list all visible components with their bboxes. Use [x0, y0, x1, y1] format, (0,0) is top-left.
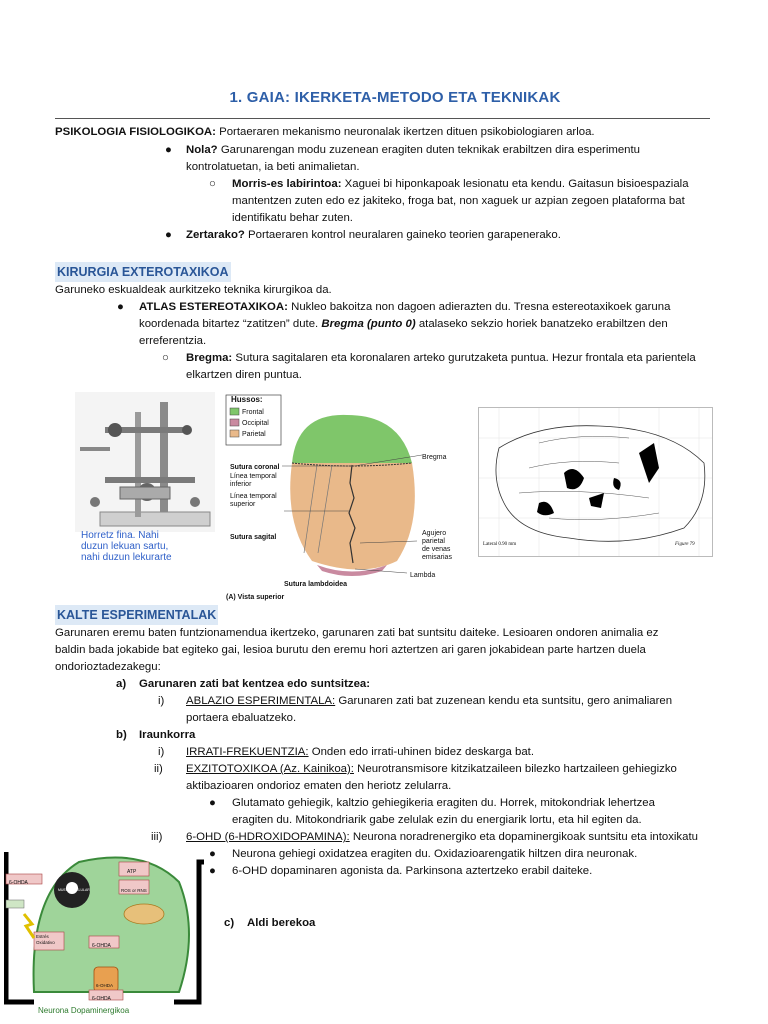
morris-text: Xaguei bi hiponkapoak lesionatu eta kendu. Gaitasun bisioespaziala — [341, 178, 689, 190]
neuron-label-ohda-1: 6-OHDA — [9, 880, 28, 886]
label-agujero-2: parietal — [422, 538, 445, 545]
atlas-label: ATLAS ESTEREOTAXIKOA: — [139, 301, 288, 313]
exzito-line-2: aktibazioaren ondorioz ematen den heriotz zelularra. — [186, 780, 452, 792]
ablazio-line — [186, 693, 672, 710]
label-bregma: Bregma — [422, 454, 447, 461]
list-marker-b: b) — [116, 729, 127, 741]
list-marker-b-i: i) — [158, 746, 165, 758]
bullet-icon: ● — [117, 301, 124, 313]
stereotax-caption-3: nahi duzun lekurarte — [81, 552, 172, 563]
morris-line-3: identifikatu behar zuten. — [232, 212, 353, 224]
atlas-figure-label: Figure 79 — [675, 542, 695, 547]
circle-bullet-icon: ○ — [209, 178, 216, 190]
glutamato-line: Glutamato gehiegik, kaltzio gehiegikeria eragiten du. Horrek, mitokondriak lehertzea — [232, 797, 655, 809]
legend-occipital: Occipital — [242, 420, 269, 427]
zertarako-label: Zertarako? — [186, 229, 245, 241]
irrati-line — [186, 744, 534, 761]
stereotax-caption-1: Horretz fina. Nahi — [81, 530, 159, 541]
bregma-label: Bregma: — [186, 352, 233, 364]
nola-line — [186, 142, 640, 159]
label-linea-inferior-1: Línea temporal — [230, 473, 277, 480]
nola-text: Garunarengan modu zuzenean eragiten duten teknikak erabiltzen dira esperimentu — [217, 144, 641, 156]
exzito-line — [186, 761, 677, 778]
label-linea-superior-2: superior — [230, 501, 256, 508]
label-agujero — [422, 530, 452, 562]
bullet-icon: ● — [165, 144, 172, 156]
morris-label: Morris-es labirintoa: — [232, 178, 342, 190]
neuron-label-ohda-4: 6-OHDA — [96, 983, 114, 988]
morris-line — [232, 176, 689, 193]
nola-label: Nola? — [186, 144, 218, 156]
intro-line — [55, 124, 595, 141]
ohd-bullet-2: 6-OHD dopaminaren agonista da. Parkinsona aztertzeko erabil daiteke. — [232, 865, 593, 877]
item-c-text: Aldi berekoa — [247, 917, 316, 929]
zertarako-line — [186, 227, 561, 244]
ohd-text: Neurona noradrenergiko eta dopaminergikoak suntsitu eta intoxikatu — [349, 831, 698, 843]
neuron-label-estres: Estrés Oxidativo — [36, 934, 55, 945]
list-marker-a-i: i) — [158, 695, 165, 707]
irrati-label: IRRATI-FREKUENTZIA: — [186, 746, 309, 758]
bregma-line-2: elkartzen diren puntua. — [186, 369, 302, 381]
kalte-p2: baldin bada jokabide bat egiteko gai, lesioa burutu den eremu hori aztertzen ari garen jokabidean parte hartzen duela — [55, 644, 646, 656]
bullet-icon: ● — [209, 865, 216, 877]
dopaminergic-neuron-diagram — [4, 852, 204, 1017]
atlas-text-2a: koordenada bitartez “zatitzen” dute. — [139, 318, 322, 330]
bullet-icon: ● — [209, 848, 216, 860]
kalte-p3: ondorioztadezakegu: — [55, 661, 161, 673]
ohd-label: 6-OHD (6-HDROXIDOPAMINA): — [186, 831, 350, 843]
stereotax-caption — [81, 530, 172, 563]
zertarako-text: Portaeraren kontrol neuralaren gaineko teorien garapenerako. — [244, 229, 561, 241]
neuron-caption: Neurona Dopaminergikoa — [38, 1006, 130, 1015]
list-marker-a: a) — [116, 678, 127, 690]
skull-legend-title: Hussos: — [231, 395, 263, 404]
intro-text: Portaeraren mekanismo neuronalak ikertzen dituen psikobiologiaren arloa. — [215, 126, 595, 138]
label-sutura-sagital: Sutura sagital — [230, 534, 277, 541]
label-agujero-4: emisarias — [422, 554, 452, 561]
ohd-bullet-1: Neurona gehiegi oxidatzea eragiten du. Oxidazioarengatik hiltzen dira neuronak. — [232, 848, 638, 860]
nola-line-2: kontrolatuetan, ia beti animalietan. — [186, 161, 360, 173]
label-linea-superior-1: Línea temporal — [230, 493, 277, 500]
ablazio-label: ABLAZIO ESPERIMENTALA: — [186, 695, 336, 707]
item-a-text: Garunaren zati bat kentzea edo suntsitzea: — [139, 678, 371, 690]
label-linea-inferior-2: inferior — [230, 481, 252, 488]
legend-parietal: Parietal — [242, 431, 266, 438]
neuron-label-muerte: MUERTE CELULAR — [58, 888, 90, 892]
label-agujero-3: de venas — [422, 546, 451, 553]
bullet-icon: ● — [209, 797, 216, 809]
label-sutura-coronal: Sutura coronal — [230, 464, 280, 471]
atlas-line — [139, 299, 670, 316]
neuron-label-ohda-2: 6-OHDA — [92, 996, 111, 1002]
list-marker-b-iii: iii) — [151, 831, 163, 843]
atlas-text: Nukleo bakoitza non dagoen adierazten du. Tresna estereotaxikoek garuna — [287, 301, 671, 313]
irrati-text: Onden edo irrati-uhinen bidez deskarga bat. — [308, 746, 534, 758]
stereotaxic-apparatus-image — [75, 392, 215, 567]
ohd-line — [186, 829, 698, 846]
stereotax-caption-2: duzun lekuan sartu, — [81, 541, 169, 552]
bregma-line — [186, 350, 696, 367]
neuron-label-atp: ATP — [127, 869, 137, 875]
bullet-icon: ● — [165, 229, 172, 241]
skull-diagram — [222, 393, 470, 603]
circle-bullet-icon: ○ — [162, 352, 169, 364]
label-sutura-lambdoidea: Sutura lambdoidea — [284, 581, 348, 588]
glutamato-line-2: eragiten du. Mitokondriarik gabe zelulak ezin du energiarik lortu, eta hil egiten da. — [232, 814, 642, 826]
kalte-p1: Garunaren eremu baten funtzionamendua ikertzeko, garunaren zati bat suntsitu daiteke. Lesioaren ondoren animalia ez — [55, 627, 659, 639]
atlas-text-2c: atalaseko sekzio horiek banatzeko erabiltzen den — [415, 318, 668, 330]
page-title: 1. GAIA: IKERKETA-METODO ETA TEKNIKAK — [229, 89, 561, 106]
label-vista-superior: (A) Vista superior — [226, 594, 285, 601]
intro-label: PSIKOLOGIA FISIOLOGIKOA: — [55, 126, 216, 138]
list-marker-b-ii: ii) — [154, 763, 163, 775]
legend-frontal: Frontal — [242, 409, 264, 416]
atlas-lateral-label: Lateral 0.90 mm — [483, 542, 517, 547]
list-marker-c: c) — [224, 917, 235, 929]
atlas-line-3: erreferentzia. — [139, 335, 207, 347]
morris-line-2: mantentzen zuten edo ez jakiteko, froga bat, non xaguek ur azpian zegoen plataforma bat — [232, 195, 685, 207]
label-lambda: Lambda — [410, 572, 436, 579]
bregma-text: Sutura sagitalaren eta koronalaren arteko gurutzaketa puntua. Hezur frontala eta parientela — [232, 352, 696, 364]
atlas-line-2 — [139, 316, 668, 333]
section-heading-kalte: KALTE ESPERIMENTALAK — [55, 605, 218, 625]
label-linea-inferior — [230, 473, 277, 489]
item-b-text: Iraunkorra — [139, 729, 196, 741]
ablazio-line-2: portaera ebaluatzeko. — [186, 712, 297, 724]
neuron-label-ros: ROS or RNS — [121, 888, 147, 893]
label-linea-superior — [230, 493, 277, 509]
label-agujero-1: Agujero — [422, 530, 447, 537]
ablazio-text: Garunaren zati bat zuzenean kendu eta suntsitu, gero animaliaren — [335, 695, 673, 707]
section-heading-kirurgia: KIRURGIA EXTEROTAXIKOA — [55, 262, 231, 282]
brain-atlas-image — [478, 407, 713, 557]
title-divider — [55, 118, 710, 119]
skull-legend — [242, 407, 269, 440]
kirurgia-line-1: Garuneko eskualdeak aurkitzeko teknika kirurgikoa da. — [55, 284, 332, 296]
exzito-text: Neurotransmisore kitzikatzaileen bilezko hartzaileen gehiegizko — [353, 763, 677, 775]
exzito-label: EXZITOTOXIKOA (Az. Kainikoa): — [186, 763, 354, 775]
neuron-label-ohda-3: 6-OHDA — [92, 943, 111, 949]
bregma-term: Bregma (punto 0) — [321, 318, 416, 330]
